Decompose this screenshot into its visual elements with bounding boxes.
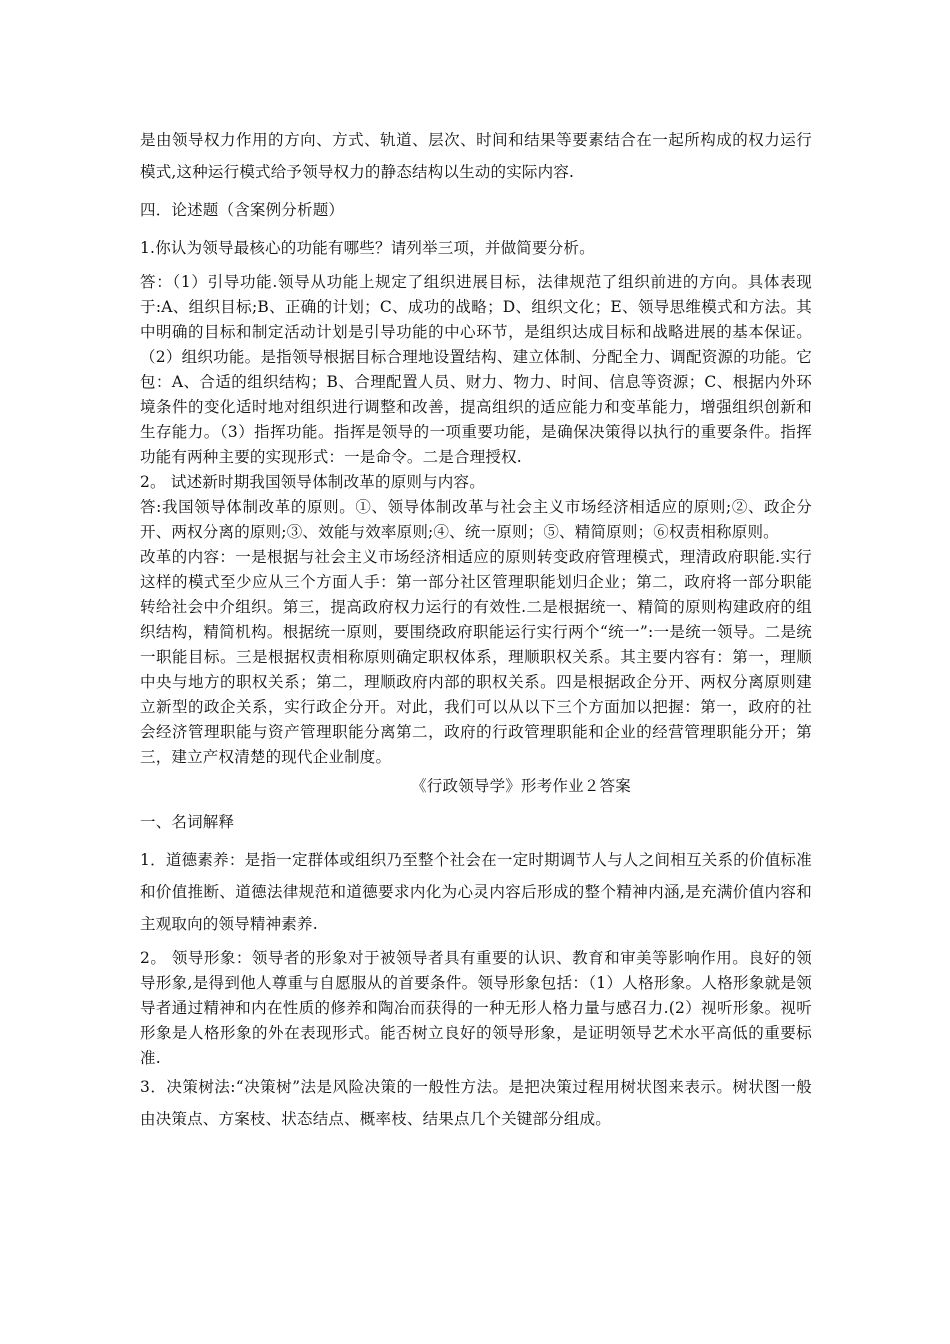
term-leader-image: 2。 领导形象：领导者的形象对于被领导者具有重要的认识、教育和审美等影响作用。良好的领导形象,是得到他人尊重与自愿服从的首要条件。领导形象包括：（1）人格形象。人格形象就是领导者通过精神和内在性质的修养和陶冶而获得的一种无形人格力量与感召力.(2）视听形象。视听形象是人格形象的外在表现形式。能否树立良好的领导形象，是证明领导艺术水平高低的重要标准. bbox=[140, 949, 812, 1067]
term-decision-tree: 3．决策树法:“决策树”法是风险决策的一般性方法。是把决策过程用树状图来表示。树状图一般由决策点、方案枝、状态结点、概率枝、结果点几个关键部分组成。 bbox=[140, 1078, 812, 1128]
term-moral-literacy: 1．道德素养：是指一定群体或组织乃至整个社会在一定时期调节人与人之间相互关系的价值标准和价值推断、道德法律规范和道德要求内化为心灵内容后形成的整个精神内涵,是充满价值内容和主观取向的领导精神素养. bbox=[140, 851, 812, 933]
question-1: 1.你认为领导最核心的功能有哪些？请列举三项，并做简要分析。 bbox=[140, 239, 595, 257]
answer-2-content: 改革的内容：一是根据与社会主义市场经济相适应的原则转变政府管理模式，理清政府职能.实行这样的模式至少应从三个方面人手：第一部分社区管理职能划归企业；第二，政府将一部分职能转给社会中介组织。第三，提高政府权力运行的有效性.二是根据统一、精简的原则构建政府的组织结构，精简机构。根据统一原则，要围绕政府职能运行实行两个“统一”:一是统一领导。二是统一职能目标。三是根据权责相称原则确定职权体系，理顺职权关系。其主要内容有：第一，理顺中央与地方的职权关系；第二，理顺政府内部的职权关系。四是根据政企分开、两权分离原则建立新型的政企关系，实行政企分开。对此，我们可以从以下三个方面加以把握：第一，政府的社会经济管理职能与资产管理职能分离第二，政府的行政管理职能和企业的经营管理职能分开；第三，建立产权清楚的现代企业制度。 bbox=[140, 548, 812, 766]
section-heading-terms: 一、名词解释 bbox=[140, 813, 235, 831]
paragraph-power-mode: 是由领导权力作用的方向、方式、轨道、层次、时间和结果等要素结合在一起所构成的权力运行模式,这种运行模式给予领导权力的静态结构以生动的实际内容. bbox=[140, 131, 812, 181]
answer-1: 答：（1）引导功能.领导从功能上规定了组织进展目标，法律规范了组织前进的方向。具体表现于:A、组织目标;B、正确的计划；C、成功的战略；D、组织文化；E、领导思维模式和方法。其中明确的目标和制定活动计划是引导功能的中心环节，是组织达成目标和战略进展的基本保证。（2）组织功能。是指领导根据目标合理地设置结构、建立体制、分配全力、调配资源的功能。它包：A、合适的组织结构；B、合理配置人员、财力、物力、时间、信息等资源；C、根据内外环境条件的变化适时地对组织进行调整和改善，提高组织的适应能力和变革能力，增强组织创新和生存能力。（3）指挥功能。指挥是领导的一项重要功能，是确保决策得以执行的重要条件。指挥功能有两种主要的实现形式：一是命令。二是合理授权. bbox=[140, 273, 812, 466]
document-body bbox=[140, 124, 812, 1141]
question-2: 2。 试述新时期我国领导体制改革的原则与内容。 bbox=[140, 473, 485, 491]
section-heading-essay: 四．论述题（含案例分析题） bbox=[140, 201, 345, 219]
answer-2-principles: 答:我国领导体制改革的原则。①、领导体制改革与社会主义市场经济相适应的原则;②、政企分开、两权分离的原则;③、效能与效率原则;④、统一原则；⑤、精简原则；⑥权责相称原则。 bbox=[140, 498, 812, 541]
assignment-title: 《行政领导学》形考作业２答案 bbox=[411, 777, 631, 795]
